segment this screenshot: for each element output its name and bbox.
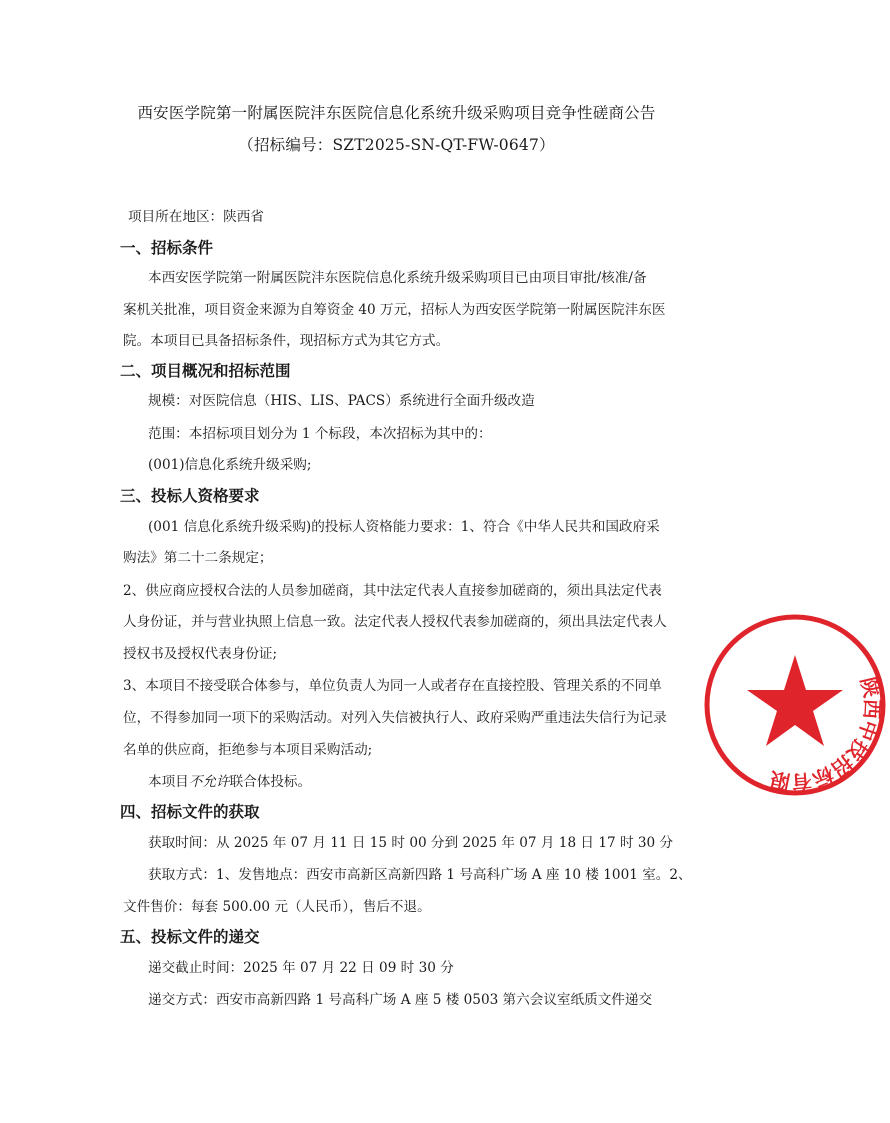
section-2-lot: (001)信息化系统升级采购; (148, 457, 312, 473)
section-heading-3: 三、投标人资格要求 (120, 487, 260, 505)
document-title: 西安医学院第一附属医院沣东医院信息化系统升级采购项目竞争性磋商公告 (137, 104, 656, 122)
section-2-scale: 规模：对医院信息（HIS、LIS、PACS）系统进行全面升级改造 (148, 393, 535, 409)
tender-number: （招标编号：SZT2025-SN-QT-FW-0647） (238, 136, 555, 154)
project-location: 项目所在地区：陕西省 (128, 209, 264, 225)
section-4-price: 文件售价：每套 500.00 元（人民币），售后不退。 (123, 899, 431, 915)
section-3-line-7: 位，不得参加同一项下的采购活动。对列入失信被执行人、政府采购严重违法失信行为记录 (123, 710, 667, 726)
seal-star-icon (747, 655, 843, 746)
section-3-line-1: (001 信息化系统升级采购)的投标人资格能力要求：1、符合《中华人民共和国政府采 (148, 519, 660, 535)
consortium-statement (148, 772, 311, 792)
section-3-line-4: 人身份证，并与营业执照上信息一致。法定代表人授权代表参加磋商的，须出具法定代表人 (123, 614, 667, 630)
seal-text-path: 陕西中技招标有限 (767, 674, 885, 795)
section-3-line-6: 3、本项目不接受联合体参与，单位负责人为同一人或者存在直接控股、管理关系的不同单 (123, 678, 662, 694)
section-heading-4: 四、招标文件的获取 (120, 803, 260, 821)
section-3-line-5: 授权书及授权代表身份证; (123, 646, 278, 662)
section-3-line-2: 购法》第二十二条规定； (123, 550, 273, 566)
official-seal (700, 610, 890, 800)
section-5-deadline: 递交截止时间：2025 年 07 月 22 日 09 时 30 分 (148, 960, 454, 976)
section-4-method: 获取方式：1、发售地点：西安市高新区高新四路 1 号高科广场 A 座 10 楼 1001 室。2、 (148, 867, 692, 883)
section-1-line-3: 院。本项目已具备招标条件，现招标方式为其它方式。 (123, 333, 450, 349)
consortium-suffix: 联合体投标。 (229, 774, 312, 790)
section-2-scope: 范围：本招标项目划分为 1 个标段，本次招标为其中的： (148, 426, 492, 442)
section-1-line-2: 案机关批准，项目资金来源为自筹资金 40 万元，招标人为西安医学院第一附属医院沣东医 (123, 302, 666, 318)
section-heading-5: 五、投标文件的递交 (120, 928, 260, 946)
section-3-line-8: 名单的供应商，拒绝参与本项目采购活动; (123, 742, 373, 758)
section-4-time: 获取时间：从 2025 年 07 月 11 日 15 时 00 分到 2025 年 07 月 18 日 17 时 30 分 (148, 835, 674, 851)
section-heading-1: 一、招标条件 (120, 239, 214, 257)
consortium-not-allowed: 不允许 (188, 774, 230, 790)
section-5-method: 递交方式：西安市高新四路 1 号高科广场 A 座 5 楼 0503 第六会议室纸质文件递交 (148, 992, 653, 1008)
section-3-line-3: 2、供应商应授权合法的人员参加磋商，其中法定代表人直接参加磋商的，须出具法定代表 (123, 583, 662, 599)
section-1-line-1: 本西安医学院第一附属医院沣东医院信息化系统升级采购项目已由项目审批/核准/备 (148, 270, 647, 286)
consortium-prefix: 本项目 (148, 774, 189, 790)
section-heading-2: 二、项目概况和招标范围 (120, 362, 291, 380)
